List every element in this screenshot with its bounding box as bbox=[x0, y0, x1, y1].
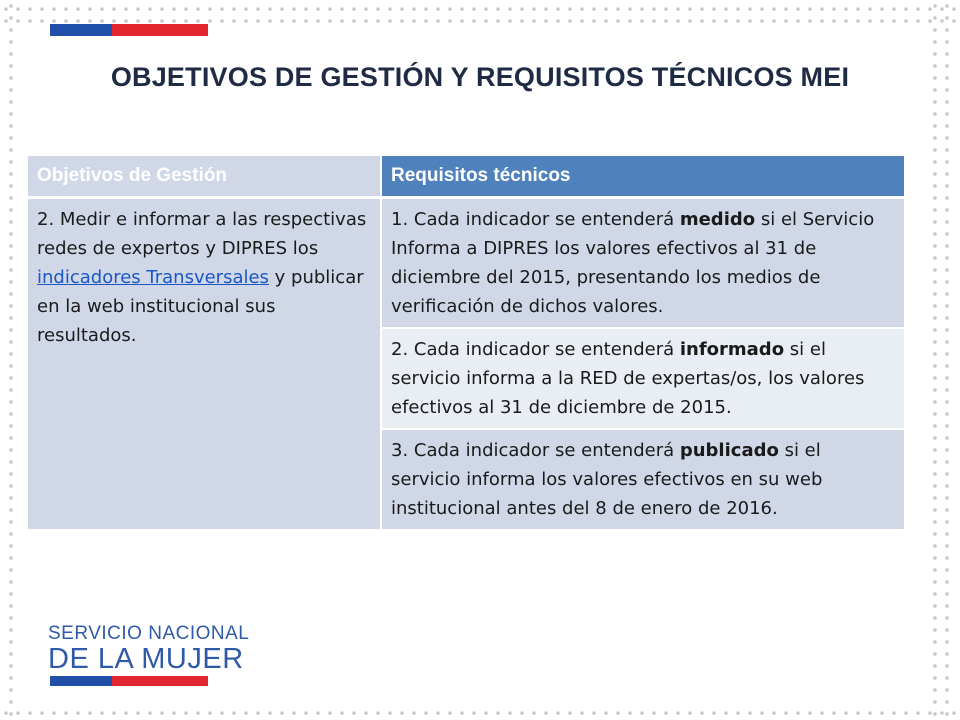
requirement-3-keyword: publicado bbox=[679, 440, 779, 461]
dotted-border-bottom bbox=[0, 710, 960, 716]
objective-text-suffix: y publicar en la web institucional sus resultados. bbox=[37, 267, 364, 346]
column-header-objectives: Objetivos de Gestión bbox=[28, 156, 381, 198]
logo-line-1: SERVICIO NACIONAL bbox=[48, 623, 250, 644]
requirement-2-text-end: si el servicio informa a la RED de expertas/os, los valores efectivos al 31 de diciembre de 2015. bbox=[391, 339, 865, 418]
objective-text-prefix: 2. Medir e informar a las respectivas redes de expertos y DIPRES los bbox=[37, 209, 367, 259]
table-header-row bbox=[28, 156, 904, 198]
dotted-border-right-inner bbox=[932, 0, 938, 720]
column-header-requirements: Requisitos técnicos bbox=[381, 156, 904, 198]
requirement-2-text: 2. Cada indicador se entenderá bbox=[391, 339, 680, 360]
requirement-2-keyword: informado bbox=[679, 339, 785, 360]
logo-line-2: DE LA MUJER bbox=[48, 643, 244, 675]
requirement-1-keyword: medido bbox=[679, 209, 756, 230]
dotted-border-right bbox=[944, 0, 950, 720]
dotted-border-top bbox=[0, 6, 960, 12]
objective-cell bbox=[28, 198, 381, 530]
requirement-1-text: 1. Cada indicador se entenderá bbox=[391, 209, 680, 230]
indicadores-transversales-link[interactable]: indicadores Transversales bbox=[37, 267, 269, 288]
slide-title: OBJETIVOS DE GESTIÓN Y REQUISITOS TÉCNICOS MEI bbox=[110, 62, 850, 92]
objectives-table bbox=[28, 156, 904, 529]
requirement-cell-1 bbox=[381, 198, 904, 329]
requirement-1-text-end: si el Servicio Informa a DIPRES los valores efectivos al 31 de diciembre del 2015, presentando los medios de verificación de dichos valores. bbox=[391, 209, 875, 317]
table-row bbox=[28, 198, 904, 329]
flag-stripe-bottom bbox=[50, 676, 208, 686]
requirement-3-text: 3. Cada indicador se entenderá bbox=[391, 440, 680, 461]
requirement-cell-3 bbox=[381, 429, 904, 529]
sernam-logo bbox=[48, 624, 249, 674]
flag-stripe-top bbox=[50, 24, 208, 36]
requirement-3-text-end: si el servicio informa los valores efectivos en su web institucional antes del 8 de enero de 2016. bbox=[391, 440, 823, 519]
dotted-border-left bbox=[8, 0, 14, 720]
requirement-cell-2 bbox=[381, 328, 904, 429]
